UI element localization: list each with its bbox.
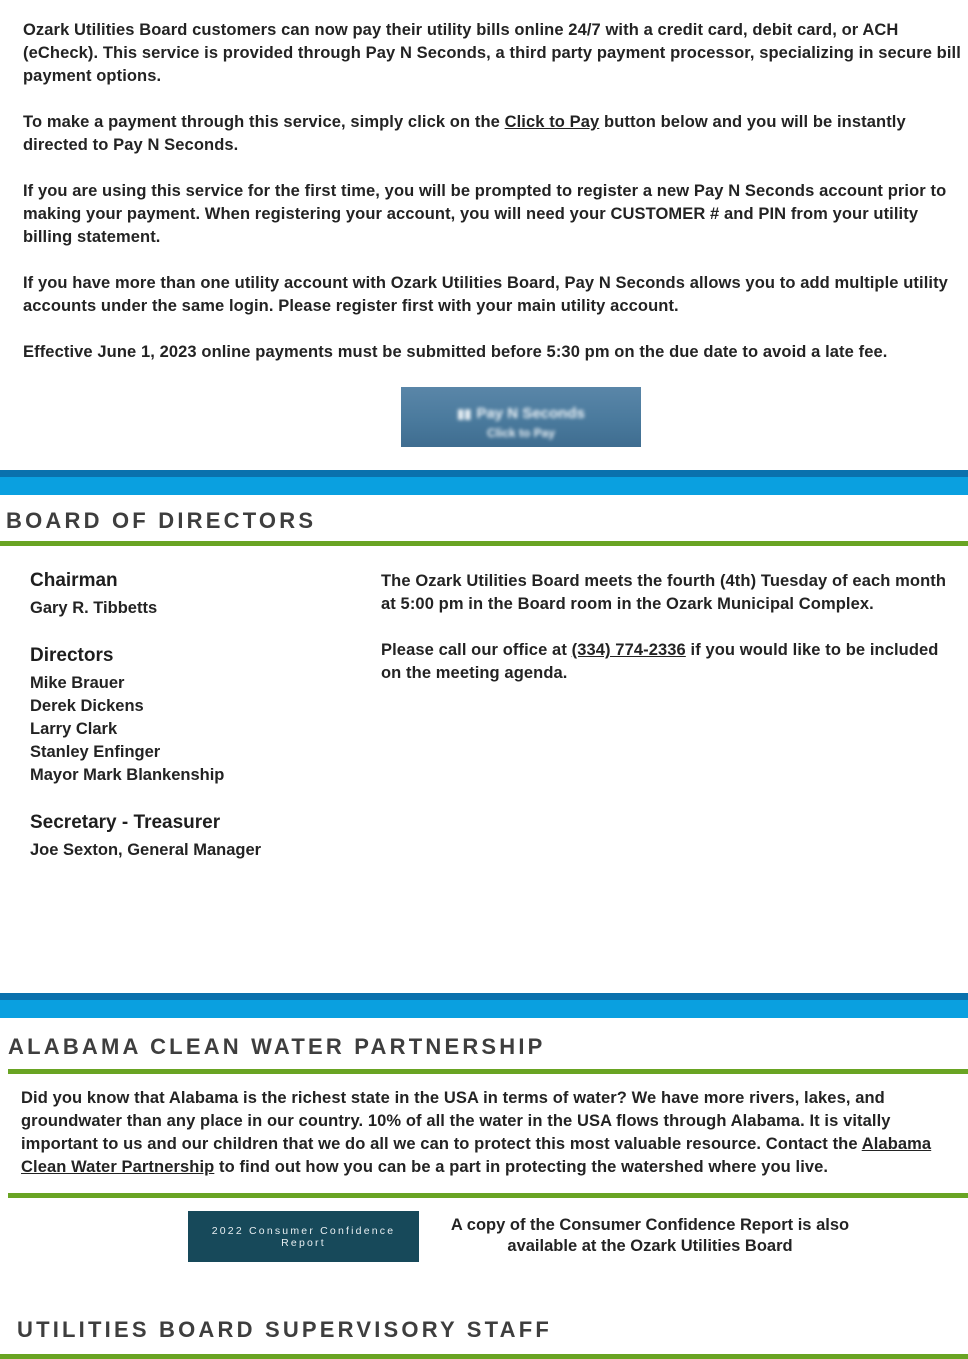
meeting-schedule-text: The Ozark Utilities Board meets the fourth (4th) Tuesday of each month at 5:00 pm in the Board room in the Ozark Municipal Complex. (381, 572, 947, 613)
board-section-heading: BOARD OF DIRECTORS (6, 508, 317, 533)
first-time-registration-paragraph: If you are using this service for the first time, you will be prompted to register a new Pay N Seconds account prior to making your payment. When registering your account, you will need your CUSTOMER # and PIN from your utility billing statement. (23, 182, 947, 246)
blue-section-divider (0, 470, 968, 495)
directors-group (30, 645, 381, 787)
clean-water-paragraph (0, 1087, 968, 1179)
chairman-label: Chairman (30, 570, 118, 591)
director-name: Mayor Mark Blankenship (30, 766, 225, 784)
director-name: Mike Brauer (30, 674, 125, 692)
green-divider-rule (8, 1193, 968, 1198)
clean-water-text-post: to find out how you can be a part in protecting the watershed where you live. (214, 1158, 829, 1176)
clean-water-text-pre: Did you know that Alabama is the richest state in the USA in terms of water? We have more rivers, lakes, and groundwater than any place in our country. 10% of all the water in the USA flows through Alabama. It is vitally important to us and our children that we do all we can to protect this most valuable resource. Contact the (21, 1089, 891, 1153)
secretary-treasurer-label: Secretary - Treasurer (30, 812, 221, 833)
supervisory-staff-section (0, 1317, 968, 1359)
board-roster-column (30, 570, 381, 887)
secretary-treasurer-name: Joe Sexton, General Manager (30, 841, 262, 859)
payment-instructions-post: button below and you will be instantly directed to Pay N Seconds. (23, 113, 906, 154)
board-section-spacer (0, 887, 968, 993)
clean-water-partnership-section (0, 1034, 968, 1262)
chairman-name: Gary R. Tibbetts (30, 599, 158, 617)
payment-intro-paragraph: Ozark Utilities Board customers can now pay their utility bills online 24/7 with a credit card, debit card, or ACH (eCheck). This service is provided through Pay N Seconds, a third party payment processor, specializing in secure bill payment options. (23, 21, 961, 85)
green-divider-rule (8, 1069, 968, 1074)
directors-label: Directors (30, 645, 114, 666)
director-name: Derek Dickens (30, 697, 144, 715)
payment-instructions-paragraph (23, 111, 962, 157)
call-office-post: if you would like to be included on the meeting agenda. (381, 641, 939, 682)
secretary-treasurer-group (30, 812, 381, 862)
staff-section-heading: UTILITIES BOARD SUPERVISORY STAFF (17, 1317, 553, 1342)
online-payment-section (0, 19, 968, 447)
board-columns (0, 546, 968, 887)
green-divider-rule (0, 1354, 968, 1359)
multiple-accounts-paragraph: If you have more than one utility account with Ozark Utilities Board, Pay N Seconds allows you to add multiple utility accounts under the same login. Please register first with your main utility account. (23, 274, 948, 315)
late-fee-notice: Effective June 1, 2023 online payments must be submitted before 5:30 pm on the due date to avoid a late fee. (23, 343, 888, 361)
board-of-directors-section (0, 508, 968, 993)
meeting-agenda-text (381, 639, 958, 685)
board-meeting-info-column (381, 570, 958, 887)
call-office-pre: Please call our office at (381, 641, 572, 659)
director-name: Larry Clark (30, 720, 118, 738)
report-availability-note: A copy of the Consumer Confidence Report is also available at the Ozark Utilities Board (450, 1216, 850, 1255)
click-to-pay-button[interactable] (401, 387, 641, 447)
blue-section-divider (0, 993, 968, 1018)
click-to-pay-link[interactable]: Click to Pay (504, 113, 600, 131)
credit-card-icon: ▮▮ (457, 406, 472, 421)
pay-button-brand-text: Pay N Seconds (476, 405, 585, 422)
director-name: Stanley Enfinger (30, 743, 161, 761)
payment-instructions-pre: To make a payment through this service, simply click on the (23, 113, 505, 131)
pay-button-action-text: Click to Pay (486, 426, 556, 440)
clean-water-partnership-link[interactable]: Alabama Clean Water Partnership (21, 1135, 932, 1176)
pay-button-brand-line (401, 405, 641, 422)
chairman-group (30, 570, 381, 620)
consumer-confidence-report-button[interactable]: 2022 Consumer Confidence Report (188, 1211, 419, 1262)
clean-water-section-heading: ALABAMA CLEAN WATER PARTNERSHIP (8, 1034, 546, 1059)
office-phone-link[interactable]: (334) 774-2336 (571, 641, 686, 659)
consumer-confidence-report-row (188, 1211, 968, 1262)
